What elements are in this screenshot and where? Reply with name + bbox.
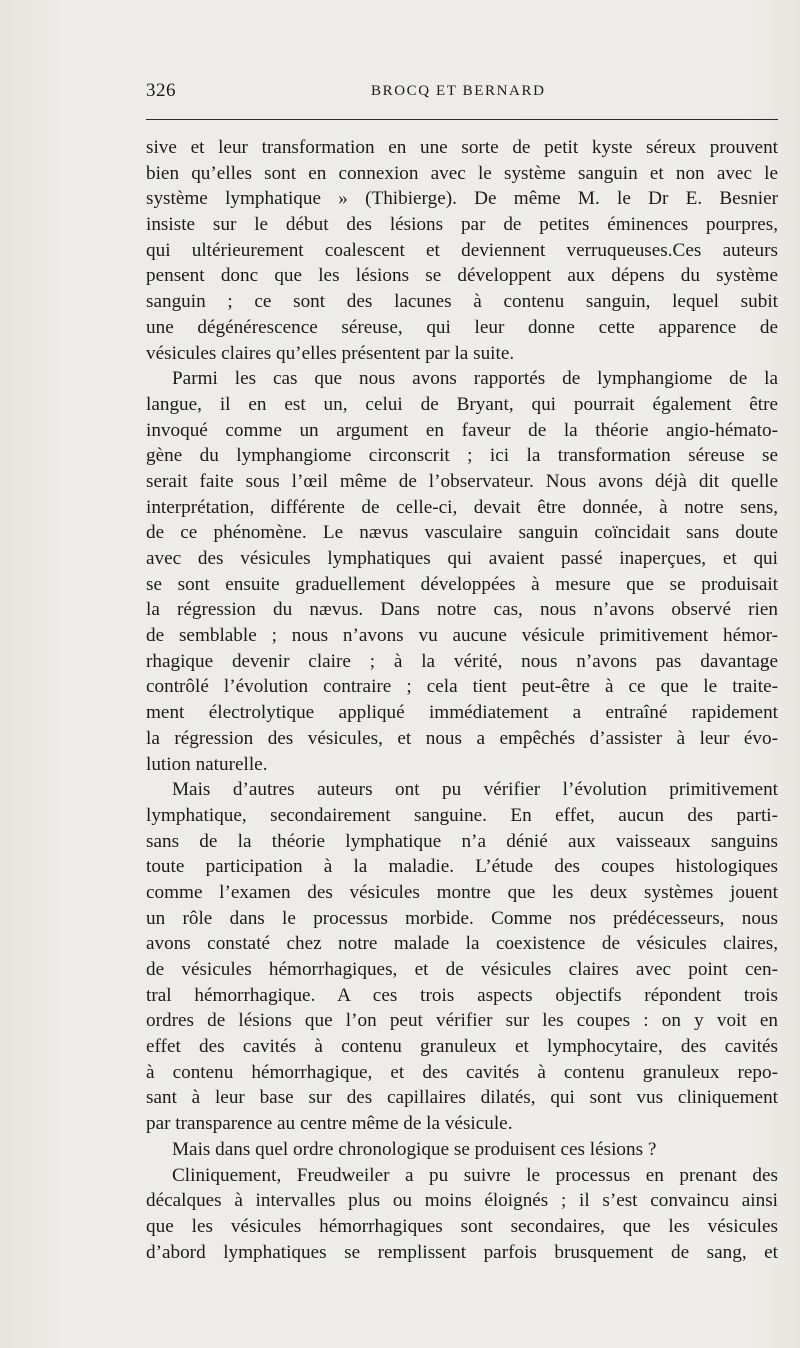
text-line: lymphatique, secondairement sanguine. En effet, aucun des parti- xyxy=(146,804,778,826)
text-line: comme l’examen des vésicules montre que les deux systèmes jouent xyxy=(146,881,778,903)
text-line: système lymphatique » (Thibierge). De même M. le Dr E. Besnier xyxy=(146,188,778,210)
text-line: avons constaté chez notre malade la coexistence de vésicules claires, xyxy=(146,933,778,955)
text-line: contrôlé l’évolution contraire ; cela tient peut-être à ce que le traite- xyxy=(146,676,778,698)
page-number: 326 xyxy=(146,80,176,101)
text-line: bien qu’elles sont en connexion avec le système sanguin et non avec le xyxy=(146,162,778,184)
text-line: ment électrolytique appliqué immédiatement a entraîné rapidement xyxy=(146,702,778,724)
text-line: la régression du nævus. Dans notre cas, nous n’avons observé rien xyxy=(146,599,778,621)
text-line: qui ultérieurement coalescent et deviennent verruqueuses.Ces auteurs xyxy=(146,239,778,261)
text-line: toute participation à la maladie. L’étude des coupes histologiques xyxy=(146,856,778,878)
page-header xyxy=(146,80,778,104)
text-line: sanguin ; ce sont des lacunes à contenu sanguin, lequel subit xyxy=(146,291,778,313)
text-line: se sont ensuite graduellement développées à mesure que se produisait xyxy=(146,573,778,595)
text-line: sans de la théorie lymphatique n’a dénié aux vaisseaux sanguins xyxy=(146,830,778,852)
text-line: la régression des vésicules, et nous a empêchés d’assister à leur évo- xyxy=(146,727,778,749)
text-line: tral hémorrhagique. A ces trois aspects objectifs répondent trois xyxy=(146,984,778,1006)
text-line: serait faite sous l’œil même de l’observateur. Nous avons déjà dit quelle xyxy=(146,470,778,492)
text-line: interprétation, différente de celle-ci, devait être donnée, à notre sens, xyxy=(146,496,778,518)
text-line: une dégénérescence séreuse, qui leur donne cette apparence de xyxy=(146,316,778,338)
text-line: vésicules claires qu’elles présentent par la suite. xyxy=(146,342,515,364)
text-line: par transparence au centre même de la vésicule. xyxy=(146,1113,513,1135)
body-text xyxy=(146,135,778,1265)
text-line: de vésicules hémorrhagiques, et de vésicules claires avec point cen- xyxy=(146,959,778,980)
text-line: sant à leur base sur des capillaires dilatés, qui sont vus cliniquement xyxy=(146,1087,778,1109)
text-line: langue, il en est un, celui de Bryant, qui pourrait également être xyxy=(146,393,778,415)
text-line: à contenu hémorrhagique, et des cavités à contenu granuleux repo- xyxy=(146,1061,778,1083)
text-line: gène du lymphangiome circonscrit ; ici la transformation séreuse se xyxy=(146,445,778,467)
text-line: Parmi les cas que nous avons rapportés de lymphangiome de la xyxy=(172,368,778,390)
text-line: rhagique devenir claire ; à la vérité, nous n’avons pas davantage xyxy=(146,650,778,672)
header-rule xyxy=(146,119,778,120)
text-line: Cliniquement, Freudweiler a pu suivre le processus en prenant des xyxy=(172,1164,778,1186)
text-line: d’abord lymphatiques se remplissent parfois brusquement de sang, et xyxy=(146,1241,778,1263)
text-line: sive et leur transformation en une sorte de petit kyste séreux prouvent xyxy=(146,137,778,158)
text-line: invoqué comme un argument en faveur de la théorie angio-hémato- xyxy=(146,419,778,441)
text-line: Mais dans quel ordre chronologique se produisent ces lésions ? xyxy=(172,1138,657,1160)
text-line: pensent donc que les lésions se développent aux dépens du système xyxy=(146,265,778,287)
text-line: lution naturelle. xyxy=(146,753,268,775)
text-line: de ce phénomène. Le nævus vasculaire sanguin coïncidait sans doute xyxy=(146,522,778,544)
text-line: de semblable ; nous n’avons vu aucune vésicule primitivement hémor- xyxy=(146,625,778,647)
text-line: effet des cavités à contenu granuleux et lymphocytaire, des cavités xyxy=(146,1036,778,1058)
text-line: décalques à intervalles plus ou moins éloignés ; il s’est convaincu ainsi xyxy=(146,1190,778,1212)
running-head: BROCQ ET BERNARD xyxy=(371,83,546,99)
text-line: insiste sur le début des lésions par de petites éminences pourpres, xyxy=(146,214,778,236)
text-line: que les vésicules hémorrhagiques sont secondaires, que les vésicules xyxy=(146,1215,778,1237)
text-line: Mais d’autres auteurs ont pu vérifier l’évolution primitivement xyxy=(172,779,778,801)
text-line: ordres de lésions que l’on peut vérifier sur les coupes : on y voit en xyxy=(146,1010,778,1032)
text-line: avec des vésicules lymphatiques qui avaient passé inaperçues, et qui xyxy=(146,548,778,569)
text-line: un rôle dans le processus morbide. Comme nos prédécesseurs, nous xyxy=(146,907,778,929)
